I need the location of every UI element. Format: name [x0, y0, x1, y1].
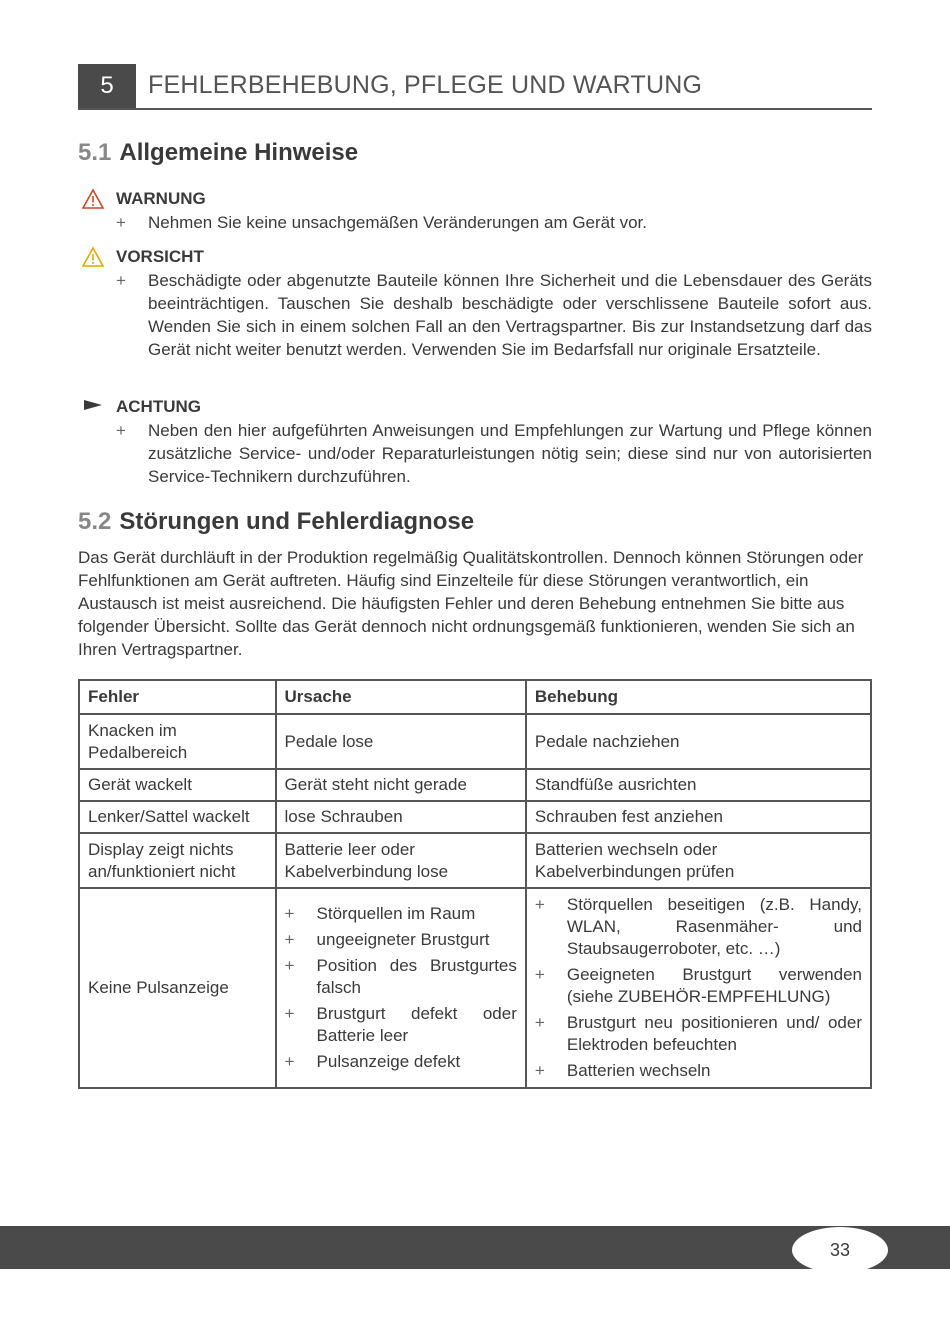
list-item-text: Störquellen im Raum [316, 904, 476, 923]
cell-ursache: lose Schrauben [276, 801, 526, 833]
bullet-text: Neben den hier aufgeführten Anweisungen und Empfehlungen zur Wartung und Pflege können zusätzliche Service- und/oder Reparaturleistungen nötig sein; diese sind nur von autorisierten Service-Technikern durchzuführen. [148, 421, 872, 486]
note-label: WARNUNG [116, 189, 206, 208]
note-label: VORSICHT [116, 247, 204, 266]
bullet-symbol: + [534, 1061, 545, 1080]
bullet-symbol: + [284, 956, 295, 975]
section-heading-5-2 [78, 508, 474, 536]
bullet-symbol: + [284, 1052, 295, 1071]
table-row [79, 769, 871, 801]
bullet-symbol: + [284, 1004, 295, 1023]
chapter-title: FEHLERBEHEBUNG, PFLEGE UND WARTUNG [148, 71, 703, 99]
cell-ursache: Pedale lose [276, 714, 526, 769]
bullet-symbol: + [116, 271, 126, 290]
chapter-header [78, 64, 872, 110]
cell-ursache-list [276, 888, 526, 1088]
list-item-text: Störquellen beseitigen (z.B. Handy, WLAN, Rasenmäher- und Staubsaugerroboter, etc. …) [566, 895, 862, 958]
cell-ursache: Batterie leer oder Kabelverbindung lose [276, 833, 526, 888]
list-item [285, 1051, 517, 1073]
list-item [285, 903, 517, 925]
list-item-text: Brustgurt defekt oder Batterie leer [316, 1004, 517, 1045]
section-number: 5.1 [78, 139, 112, 166]
caution-triangle-icon [82, 246, 104, 268]
list-item [535, 964, 862, 1008]
bullet-symbol: + [116, 421, 126, 440]
bullet-symbol: + [284, 904, 295, 923]
cell-behebung: Batterien wechseln oder Kabelverbindungen prüfen [526, 833, 871, 888]
bullet-symbol: + [534, 1013, 545, 1032]
bullet-symbol: + [116, 213, 126, 232]
arrow-pointer-icon [82, 396, 104, 418]
cell-fehler: Display zeigt nichts an/funktioniert nicht [79, 833, 276, 888]
list-item-text: Brustgurt neu positionieren und/ oder Elektroden befeuchten [566, 1013, 862, 1054]
cell-behebung-list [526, 888, 871, 1088]
bullet-text: Nehmen Sie keine unsachgemäßen Veränderungen am Gerät vor. [148, 213, 647, 232]
list-item-text: Position des Brustgurtes falsch [316, 956, 517, 997]
troubleshooting-table [78, 679, 872, 1089]
list-item-text: Batterien wechseln [566, 1061, 711, 1080]
column-header-behebung: Behebung [526, 680, 871, 714]
section-heading-5-1 [78, 139, 358, 167]
cell-ursache: Gerät steht nicht gerade [276, 769, 526, 801]
cell-behebung: Schrauben fest anziehen [526, 801, 871, 833]
list-item [285, 1003, 517, 1047]
section-title: Störungen und Fehlerdiagnose [119, 508, 475, 535]
list-item-text: Pulsanzeige defekt [316, 1052, 461, 1071]
bullet-symbol: + [534, 895, 545, 914]
list-item [285, 929, 517, 951]
list-item [535, 894, 862, 960]
cell-fehler: Keine Pulsanzeige [79, 888, 276, 1088]
cell-behebung: Pedale nachziehen [526, 714, 871, 769]
bullet-symbol: + [284, 930, 295, 949]
section-number: 5.2 [78, 508, 112, 535]
warning-triangle-icon [82, 188, 104, 210]
cell-fehler: Knacken im Pedalbereich [79, 714, 276, 769]
column-header-fehler: Fehler [79, 680, 276, 714]
list-item-text: ungeeigneter Brustgurt [316, 930, 490, 949]
column-header-ursache: Ursache [276, 680, 526, 714]
chapter-number: 5 [78, 64, 136, 108]
note-label: ACHTUNG [116, 397, 201, 416]
bullet-text: Beschädigte oder abgenutzte Bauteile können Ihre Sicherheit und die Lebensdauer des Geräts beeinträchtigen. Tauschen Sie deshalb beschädigte oder verschlissene Bauteile sofort aus. Wenden Sie sich in einem solchen Fall an den Vertragspartner. Bis zur Instandsetzung darf das Gerät nicht weiter benutzt werden. Verwenden Sie im Bedarfsfall nur originale Ersatzteile. [148, 271, 872, 359]
table-row [79, 714, 871, 769]
list-item [285, 955, 517, 999]
table-row [79, 801, 871, 833]
list-item [535, 1060, 862, 1082]
table-row [79, 888, 871, 1088]
bullet-symbol: + [534, 965, 545, 984]
intro-paragraph: Das Gerät durchläuft in der Produktion regelmäßig Qualitätskontrollen. Dennoch können Störungen oder Fehlfunktionen am Gerät auftreten. Häufig sind Einzelteile für diese Störungen verantwortlich, ein Austausch ist meist ausreichend. Die häufigsten Fehler und deren Behebung entnehmen Sie bitte aus folgender Übersicht. Sollte das Gerät dennoch nicht ordnungsgemäß funktionieren, wenden Sie sich an Ihren Vertragspartner. [78, 548, 864, 659]
cell-behebung: Standfüße ausrichten [526, 769, 871, 801]
page-number: 33 [829, 1240, 851, 1260]
section-title: Allgemeine Hinweise [119, 139, 359, 166]
cell-fehler: Lenker/Sattel wackelt [79, 801, 276, 833]
list-item-text: Geeigneten Brustgurt verwenden (siehe ZUBEHÖR-EMPFEHLUNG) [566, 965, 862, 1006]
table-header-row [79, 680, 871, 714]
list-item [535, 1012, 862, 1056]
cell-fehler: Gerät wackelt [79, 769, 276, 801]
table-row [79, 833, 871, 888]
